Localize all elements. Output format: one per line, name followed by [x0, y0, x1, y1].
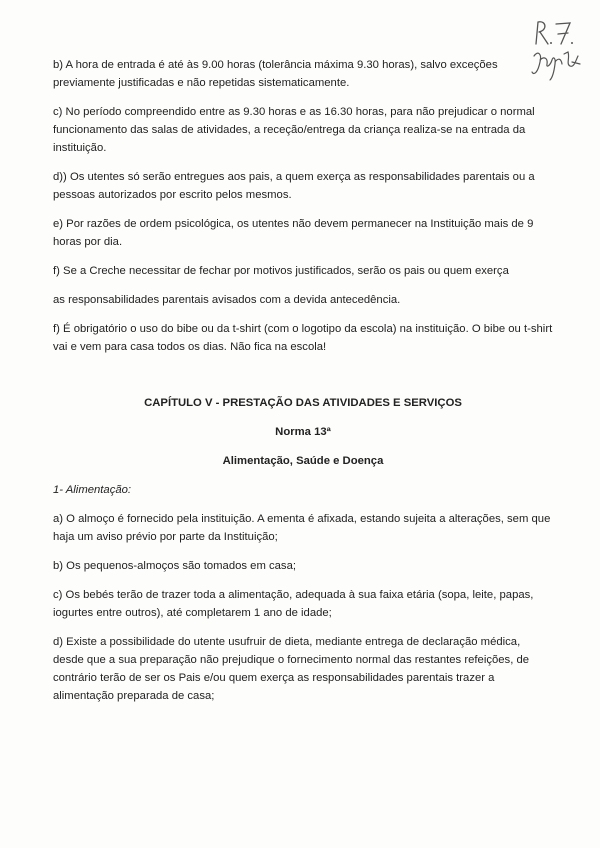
paragraph-f-closure-continued: as responsabilidades parentais avisados com a devida antecedência.: [53, 294, 401, 306]
subject-heading: Alimentação, Saúde e Doença: [222, 455, 384, 467]
paragraph-c-reception: c) No período compreendido entre as 9.30 horas e as 16.30 horas, para não prejudicar o normal funcionamento das salas de atividades, a receção/entrega da criança realiza-se na entrada da instituição.: [53, 106, 535, 154]
paragraph-a-lunch: a) O almoço é fornecido pela instituição. A ementa é afixada, estando sujeita a alterações, sem que haja um aviso prévio por parte da Instituição;: [53, 513, 551, 543]
paragraph-b-entry-time: b) A hora de entrada é até às 9.00 horas (tolerância máxima 9.30 horas), salvo exceções previamente justificadas e não repetidas sistematicamente.: [53, 59, 498, 89]
paragraph-f-uniform: f) É obrigatório o uso do bibe ou da t-shirt (com o logotipo da escola) na instituição. O bibe ou t-shirt vai e vem para casa todos os dias. Não fica na escola!: [53, 323, 553, 353]
paragraph-c-babies: c) Os bebés terão de trazer toda a alimentação, adequada à sua faixa etária (sopa, leite, papas, iogurtes entre outros), até completarem 1 ano de idade;: [53, 589, 534, 619]
paragraph-d-delivery: d)) Os utentes só serão entregues aos pais, a quem exerça as responsabilidades parentais ou a pessoas autorizados por escrito pelos mesmos.: [53, 171, 535, 201]
document-body: [53, 56, 553, 716]
paragraph-f-closure: f) Se a Creche necessitar de fechar por motivos justificados, serão os pais ou quem exerça: [53, 265, 509, 277]
norma-heading: Norma 13ª: [275, 426, 331, 438]
paragraph-e-hours: e) Por razões de ordem psicológica, os utentes não devem permanecer na Instituição mais de 9 horas por dia.: [53, 218, 534, 248]
chapter-title: CAPÍTULO V - PRESTAÇÃO DAS ATIVIDADES E SERVIÇOS: [144, 397, 462, 409]
section-heading: 1- Alimentação:: [53, 484, 132, 496]
paragraph-d-diet: d) Existe a possibilidade do utente usufruir de dieta, mediante entrega de declaração médica, desde que a sua preparação não prejudique o fornecimento normal das restantes refeições, de contrário terão de ser os Pais e/ou quem exerça as responsabilidades parentais trazer a alimentação preparada de casa;: [53, 636, 530, 702]
paragraph-b-breakfast: b) Os pequenos-almoços são tomados em casa;: [53, 560, 297, 572]
